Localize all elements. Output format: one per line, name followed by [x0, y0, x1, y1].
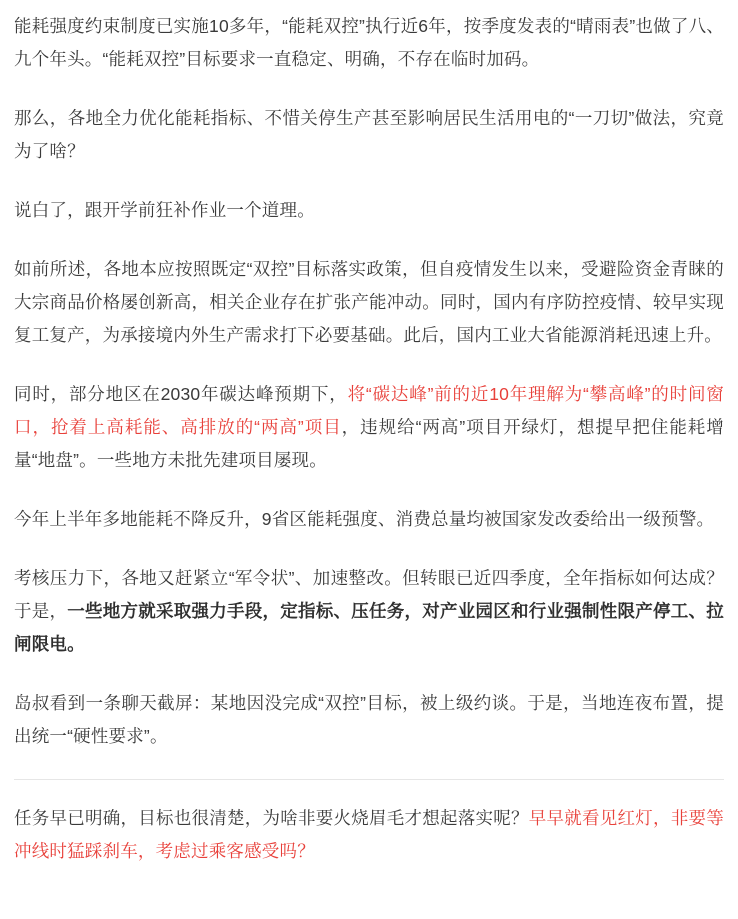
paragraph-5-run-3: ，违规给“两高”项目开绿灯，想提早把住能耗增量“地盘”。一些地方未批先建项目屡现。 — [14, 417, 724, 470]
paragraph-1 — [14, 10, 724, 76]
paragraph-3-run-1: 说白了，跟开学前狂补作业一个道理。 — [14, 200, 315, 220]
paragraph-9 — [14, 802, 724, 868]
paragraph-7 — [14, 562, 724, 661]
paragraph-8 — [14, 687, 724, 753]
paragraph-5-run-1: 同时，部分地区在2030年碳达峰预期下， — [14, 384, 348, 404]
paragraph-4 — [14, 253, 724, 352]
paragraph-3 — [14, 194, 724, 227]
paragraph-5-highlight: 将“碳达峰”前的近10年理解为“攀高峰”的时间窗口，抢着上高耗能、高排放的“两高”项目 — [14, 384, 724, 437]
paragraph-8-run-1: 岛叔看到一条聊天截屏：某地因没完成“双控”目标，被上级约谈。于是，当地连夜布置，提出统一“硬性要求”。 — [14, 693, 724, 746]
paragraph-2-run-1: 那么，各地全力优化能耗指标、不惜关停生产甚至影响居民生活用电的“一刀切”做法，究竟为了啥？ — [14, 108, 724, 161]
paragraph-6 — [14, 503, 724, 536]
section-divider — [14, 779, 724, 780]
paragraph-1-run-1: 能耗强度约束制度已实施10多年，“能耗双控”执行近6年，按季度发表的“晴雨表”也做了八、九个年头。“能耗双控”目标要求一直稳定、明确，不存在临时加码。 — [14, 16, 724, 69]
paragraph-4-run-1: 如前所述，各地本应按照既定“双控”目标落实政策，但自疫情发生以来，受避险资金青睐的大宗商品价格屡创新高，相关企业存在扩张产能冲动。同时，国内有序防控疫情、较早实现复工复产，为承接境内外生产需求打下必要基础。此后，国内工业大省能源消耗迅速上升。 — [14, 259, 724, 345]
paragraph-7-bold: 一些地方就采取强力手段，定指标、压任务，对产业园区和行业强制性限产停工、拉闸限电。 — [14, 601, 724, 654]
paragraph-7-run-1: 考核压力下，各地又赶紧立“军令状”、加速整改。但转眼已近四季度，全年指标如何达成？于是， — [14, 568, 724, 621]
paragraph-6-run-1: 今年上半年多地能耗不降反升，9省区能耗强度、消费总量均被国家发改委给出一级预警。 — [14, 509, 715, 529]
paragraph-9-run-1: 任务早已明确，目标也很清楚，为啥非要火烧眉毛才想起落实呢？ — [14, 808, 529, 828]
paragraph-9-highlight: 早早就看见红灯，非要等冲线时猛踩刹车，考虑过乘客感受吗？ — [14, 808, 724, 861]
paragraph-2 — [14, 102, 724, 168]
paragraph-5 — [14, 378, 724, 477]
